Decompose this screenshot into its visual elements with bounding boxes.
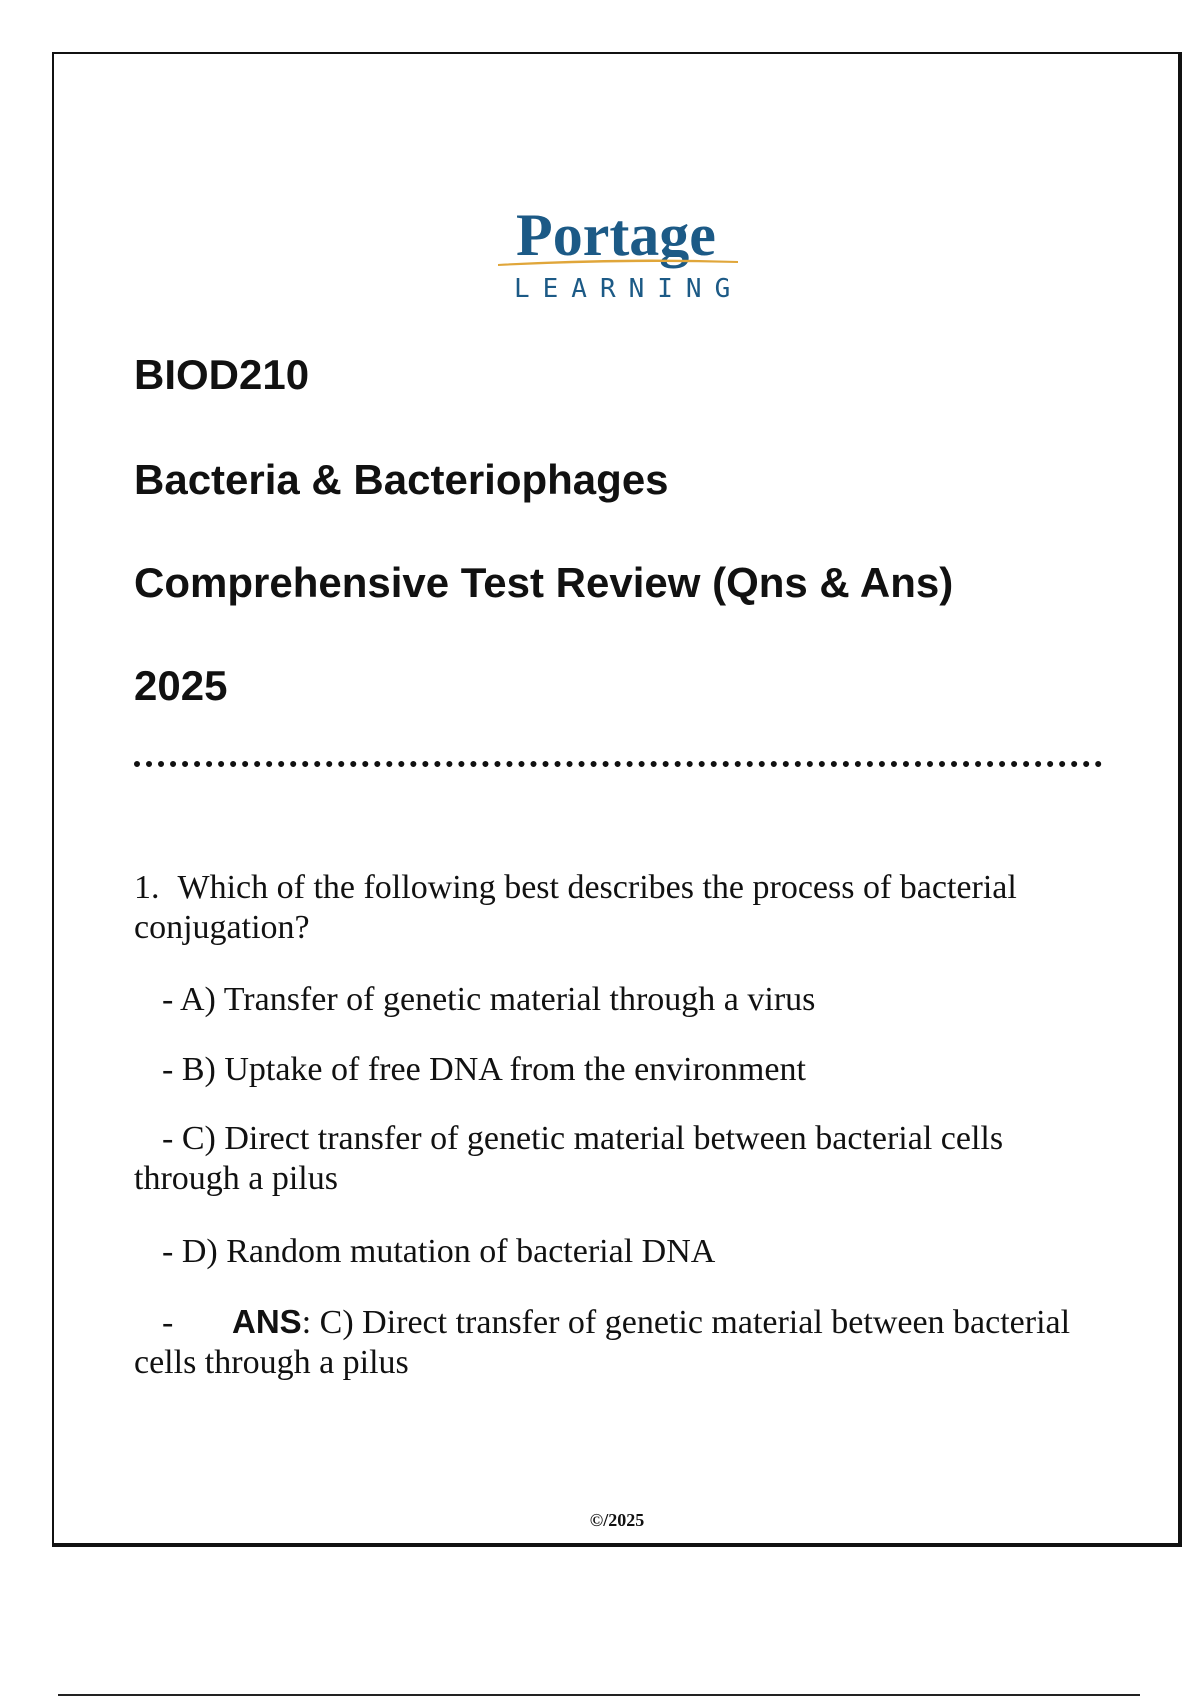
option-b	[134, 1050, 1099, 1090]
option-prefix: -	[162, 1051, 182, 1088]
answer-colon: :	[301, 1304, 312, 1341]
dotted-divider	[134, 761, 1102, 767]
option-a	[134, 980, 1099, 1020]
logo-wordmark: Portage	[516, 202, 716, 268]
topic-title: Bacteria & Bacteriophages	[134, 456, 669, 503]
option-prefix: -	[162, 1120, 182, 1157]
portage-learning-logo	[490, 200, 744, 310]
copyright-footer: ©/2025	[589, 1510, 645, 1530]
option-prefix: -	[162, 981, 180, 1018]
answer-dash: -	[162, 1304, 174, 1341]
bottom-rule	[58, 1694, 1140, 1696]
logo-swoosh-icon	[498, 258, 738, 266]
option-text: C) Direct transfer of genetic material between bacterial cells through a pilus	[134, 1120, 1004, 1197]
option-text: B) Uptake of free DNA from the environment	[181, 1051, 806, 1088]
option-text: D) Random mutation of bacterial DNA	[181, 1233, 716, 1270]
option-c	[134, 1119, 1099, 1199]
review-title: Comprehensive Test Review (Qns & Ans)	[134, 559, 954, 606]
option-text: A) Transfer of genetic material through a virus	[179, 981, 816, 1018]
answer-label: ANS	[232, 1303, 302, 1340]
answer-line	[134, 1302, 1099, 1383]
question-1	[134, 868, 1099, 948]
answer-text: C) Direct transfer of genetic material between bacterial cells through a pilus	[134, 1304, 1071, 1381]
option-prefix: -	[162, 1233, 182, 1270]
question-text: Which of the following best describes the process of bacterial conjugation?	[134, 869, 1017, 946]
logo-subword: LEARNING	[514, 274, 744, 304]
course-code: BIOD210	[134, 351, 310, 398]
option-d	[134, 1232, 1099, 1272]
year-heading: 2025	[134, 662, 228, 709]
question-number: 1.	[134, 869, 160, 906]
